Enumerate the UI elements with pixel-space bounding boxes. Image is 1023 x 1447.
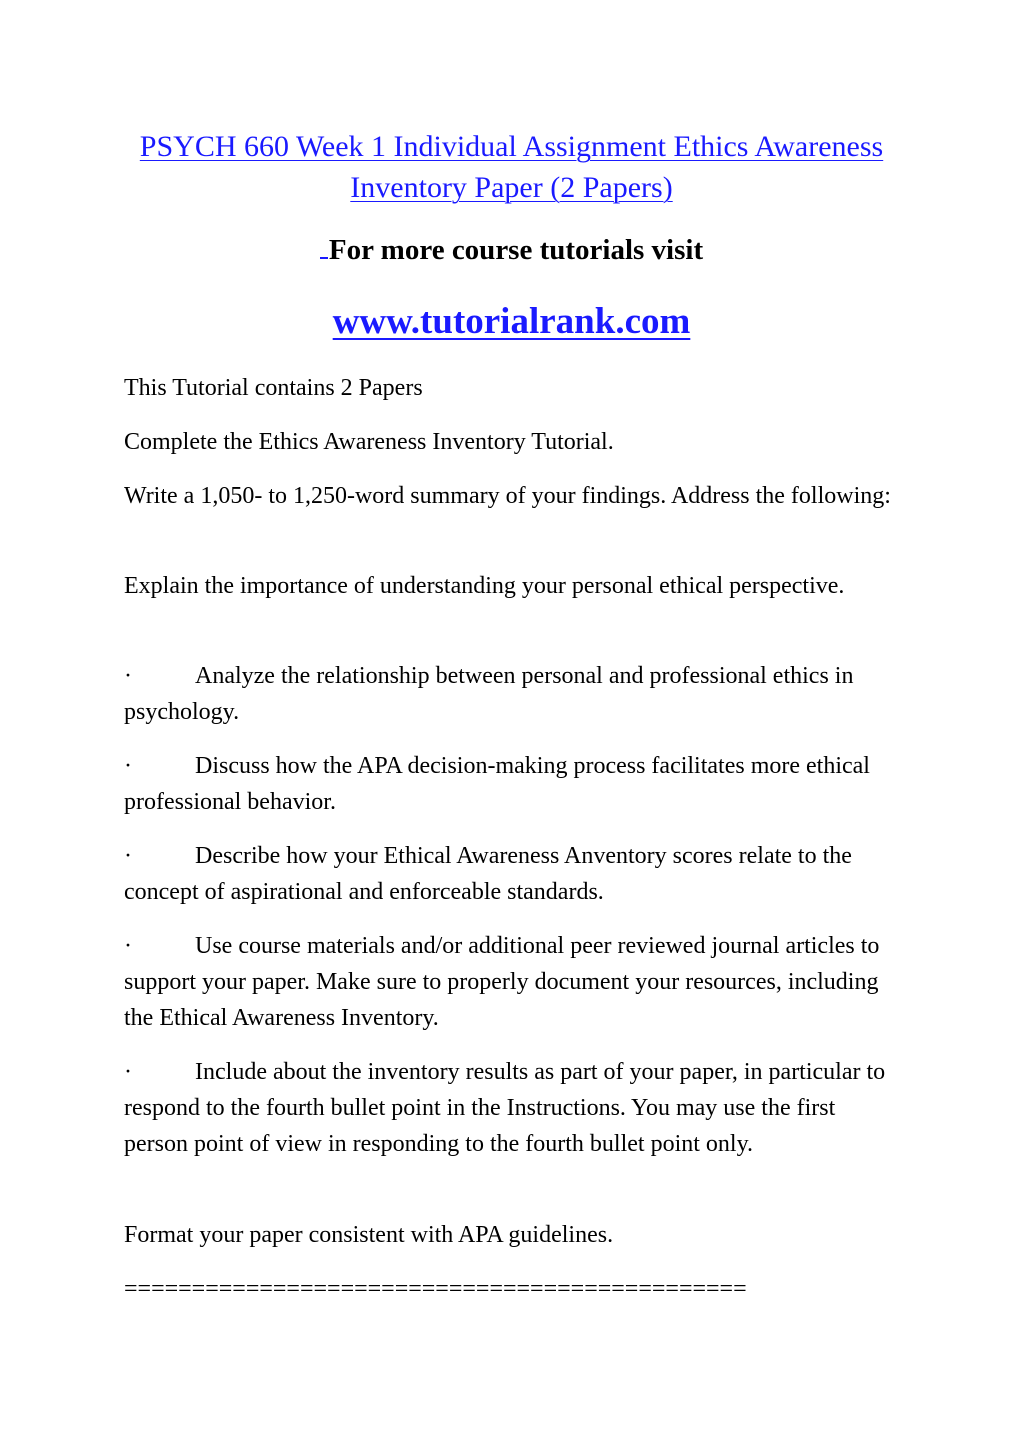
bullet-text: Use course materials and/or additional peer reviewed journal articles to support your paper. Make sure to properly document your resources, including the Ethical Awareness Inventory. bbox=[124, 933, 880, 1031]
bullet-symbol: · bbox=[124, 663, 132, 689]
bullet-symbol: · bbox=[124, 843, 132, 869]
intro-text: This Tutorial contains 2 Papers bbox=[124, 375, 423, 401]
bullet-text: Describe how your Ethical Awareness Anventory scores relate to the concept of aspirational and enforceable standards. bbox=[124, 843, 852, 905]
bullet-symbol: · bbox=[124, 753, 132, 779]
explain-text: Explain the importance of understanding your personal ethical perspective. bbox=[124, 573, 845, 599]
bullet-item bbox=[124, 748, 904, 820]
bullet-symbol: · bbox=[124, 933, 132, 959]
underline-mark bbox=[320, 256, 328, 259]
bullet-item bbox=[124, 928, 904, 1036]
visit-text: For more course tutorials visit bbox=[328, 234, 704, 266]
bullet-item bbox=[124, 838, 904, 910]
site-link[interactable]: www.tutorialrank.com bbox=[332, 301, 691, 342]
bullet-item bbox=[124, 1054, 904, 1162]
write-text: Write a 1,050- to 1,250-word summary of your findings. Address the following: bbox=[124, 483, 891, 509]
bullet-item bbox=[124, 658, 904, 730]
format-text: Format your paper consistent with APA guidelines. bbox=[124, 1222, 614, 1248]
bullet-text: Analyze the relationship between personal and professional ethics in psychology. bbox=[124, 663, 854, 725]
separator-line: ============================================== bbox=[124, 1276, 747, 1302]
bullet-text: Discuss how the APA decision-making process facilitates more ethical professional behavior. bbox=[124, 753, 870, 815]
bullet-symbol: · bbox=[124, 1059, 132, 1085]
complete-text: Complete the Ethics Awareness Inventory Tutorial. bbox=[124, 429, 614, 455]
visit-line bbox=[0, 232, 1023, 268]
bullet-text: Include about the inventory results as part of your paper, in particular to respond to the fourth bullet point in the Instructions. You may use the first person point of view in responding to the fourth bullet point only. bbox=[124, 1059, 886, 1157]
page-title-link[interactable]: PSYCH 660 Week 1 Individual Assignment Ethics Awareness Inventory Paper (2 Papers) bbox=[139, 130, 884, 204]
